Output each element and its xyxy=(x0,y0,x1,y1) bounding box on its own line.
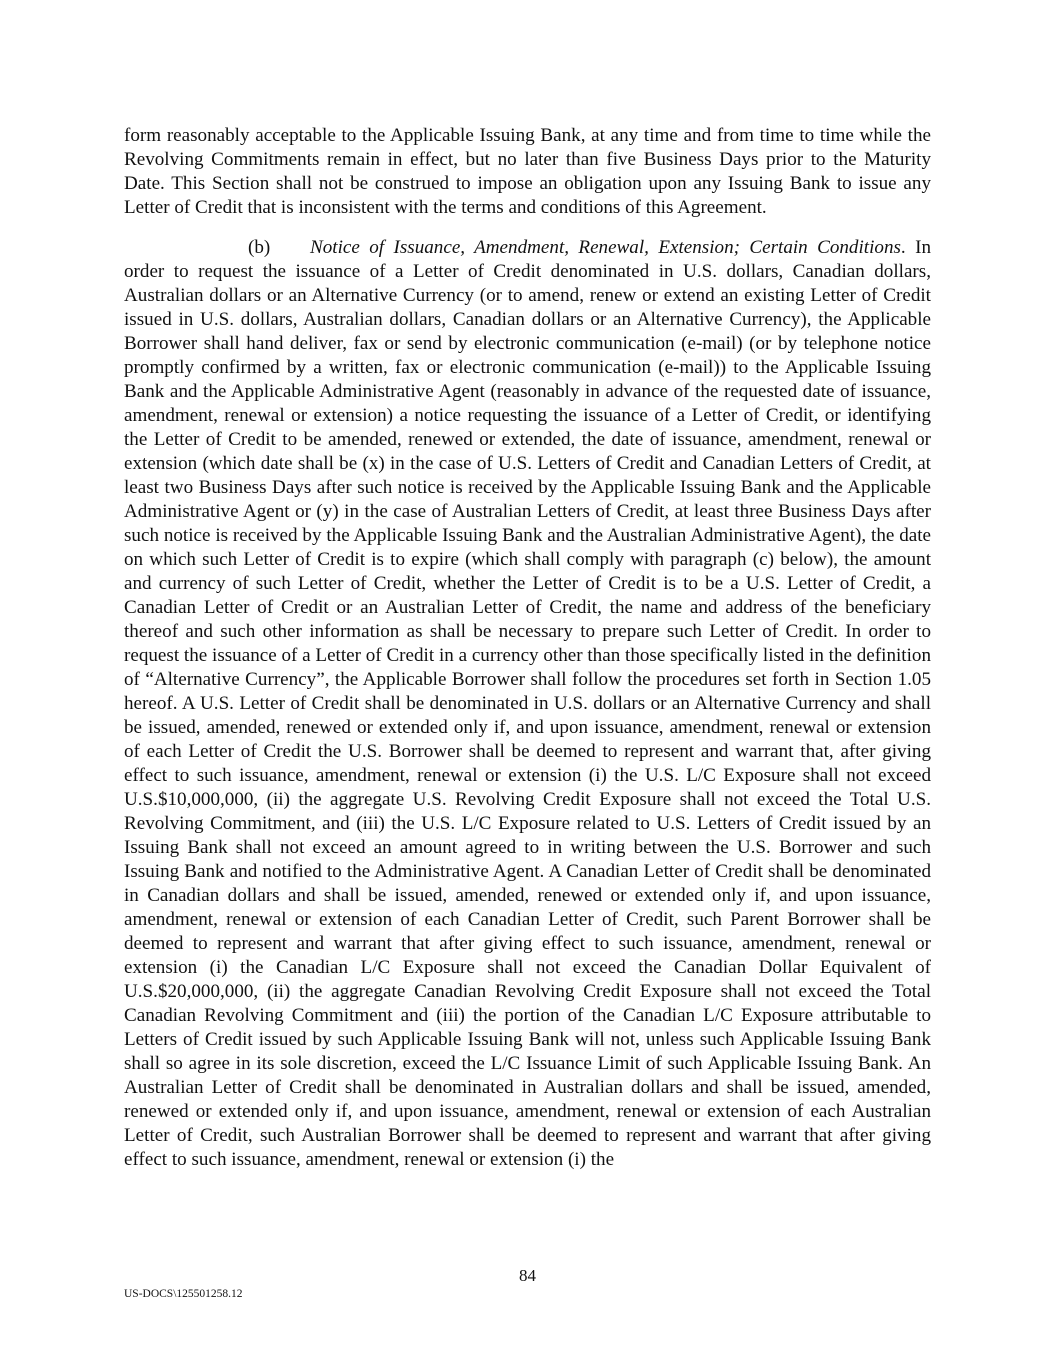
page-number: 84 xyxy=(519,1266,536,1285)
paragraph-label: (b) xyxy=(248,237,271,258)
document-body xyxy=(124,124,931,1172)
paragraph-body: In order to request the issuance of a Letter of Credit denominated in U.S. dollars, Canadian dollars, Australian dollars or an Alternative Currency (or to amend, renew or extend an existing Letter of Credit issued in U.S. dollars, Australian dollars, Canadian dollars or an Alternative Currency), the Applicable Borrower shall hand deliver, fax or send by electronic communication (e-mail) (or by telephone notice promptly confirmed by a written, fax or electronic communication (e-mail)) to the Applicable Issuing Bank and the Applicable Administrative Agent (reasonably in advance of the requested date of issuance, amendment, renewal or extension) a notice requesting the issuance of a Letter of Credit, or identifying the Letter of Credit to be amended, renewed or extended, the date of issuance, amendment, renewal or extension (which date shall be (x) in the case of U.S. Letters of Credit and Canadian Letters of Credit, at least two Business Days after such notice is received by the Applicable Issuing Bank and the Applicable Administrative Agent or (y) in the case of Australian Letters of Credit, at least three Business Days after such notice is received by the Applicable Issuing Bank and the Australian Administrative Agent), the date on which such Letter of Credit is to expire (which shall comply with paragraph (c) below), the amount and currency of such Letter of Credit, whether the Letter of Credit is to be a U.S. Letter of Credit, a Canadian Letter of Credit or an Australian Letter of Credit, the name and address of the beneficiary thereof and such other information as shall be necessary to prepare such Letter of Credit. In order to request the issuance of a Letter of Credit in a currency other than those specifically listed in the definition of “Alternative Currency”, the Applicable Borrower shall follow the procedures set forth in Section 1.05 hereof. A U.S. Letter of Credit shall be denominated in U.S. dollars or an Alternative Currency and shall be issued, amended, renewed or extended only if, and upon issuance, amendment, renewal or extension of each Letter of Credit the U.S. Borrower shall be deemed to represent and warrant that, after giving effect to such issuance, amendment, renewal or extension (i) the U.S. L/C Exposure shall not exceed U.S.$10,000,000, (ii) the aggregate U.S. Revolving Credit Exposure shall not exceed the Total U.S. Revolving Commitment, and (iii) the U.S. L/C Exposure related to U.S. Letters of Credit issued by an Issuing Bank shall not exceed an amount agreed to in writing between the U.S. Borrower and such Issuing Bank and notified to the Administrative Agent. A Canadian Letter of Credit shall be denominated in Canadian dollars and shall be issued, amended, renewed or extended only if, and upon issuance, amendment, renewal or extension of each Canadian Letter of Credit, such Parent Borrower shall be deemed to represent and warrant that after giving effect to such issuance, amendment, renewal or extension (i) the Canadian L/C Exposure shall not exceed the Canadian Dollar Equivalent of U.S.$20,000,000, (ii) the aggregate Canadian Revolving Credit Exposure shall not exceed the Total Canadian Revolving Commitment and (iii) the portion of the Canadian L/C Exposure attributable to Letters of Credit issued by such Applicable Issuing Bank will not, unless such Applicable Issuing Bank shall so agree in its sole discretion, exceed the L/C Issuance Limit of such Applicable Issuing Bank. An Australian Letter of Credit shall be denominated in Australian dollars and shall be issued, amended, renewed or extended only if, and upon issuance, amendment, renewal or extension of each Australian Letter of Credit, such Australian Borrower shall be deemed to represent and warrant that after giving effect to such issuance, amendment, renewal or extension (i) the xyxy=(124,237,931,1170)
paragraph-continuation: form reasonably acceptable to the Applicable Issuing Bank, at any time and from time to time while the Revolving Commitments remain in effect, but no later than five Business Days prior to the Maturity Date. This Section shall not be construed to impose an obligation upon any Issuing Bank to issue any Letter of Credit that is inconsistent with the terms and conditions of this Agreement. xyxy=(124,125,931,218)
paragraph-heading: Notice of Issuance, Amendment, Renewal, Extension; Certain Conditions xyxy=(310,237,901,258)
paragraph-b: (b) Notice of Issuance, Amendment, Renewal, Extension; Certain Conditions. In order to request the issuance of a Letter of Credit denominated in U.S. dollars, Canadian dollars, Australian dollars or an Alternative Currency (or to amend, renew or extend an existing Letter of Credit issued in U.S. dollars, Australian dollars, Canadian dollars or an Alternative Currency), the Applicable Borrower shall hand deliver, fax or send by electronic communication (e-mail) (or by telephone notice promptly confirmed by a written, fax or electronic communication (e-mail)) to the Applicable Issuing Bank and the Applicable Administrative Agent (reasonably in advance of the requested date of issuance, amendment, renewal or extension) a notice requesting the issuance of a Letter of Credit, or identifying the Letter of Credit to be amended, renewed or extended, the date of issuance, amendment, renewal or extension (which date shall be (x) in the case of U.S. Letters of Credit and Canadian Letters of Credit, at least two Business Days after such notice is received by the Applicable Issuing Bank and the Applicable Administrative Agent or (y) in the case of Australian Letters of Credit, at least three Business Days after such notice is received by the Applicable Issuing Bank and the Australian Administrative Agent), the date on which such Letter of Credit is to expire (which shall comply with paragraph (c) below), the amount and currency of such Letter of Credit, whether the Letter of Credit is to be a U.S. Letter of Credit, a Canadian Letter of Credit or an Australian Letter of Credit, the name and address of the beneficiary thereof and such other information as shall be necessary to prepare such Letter of Credit. In order to request the issuance of a Letter of Credit in a currency other than those specifically listed in the definition of “Alternative Currency”, the Applicable Borrower shall follow the procedures set forth in Section 1.05 hereof. A U.S. Letter of Credit shall be denominated in U.S. dollars or an Alternative Currency and shall be issued, amended, renewed or extended only if, and upon issuance, amendment, renewal or extension of each Letter of Credit the U.S. Borrower shall be deemed to represent and warrant that, after giving effect to such issuance, amendment, renewal or extension (i) the U.S. L/C Exposure shall not exceed U.S.$10,000,000, (ii) the aggregate U.S. Revolving Credit Exposure shall not exceed the Total U.S. Revolving Commitment, and (iii) the U.S. L/C Exposure related to U.S. Letters of Credit issued by an Issuing Bank shall not exceed an amount agreed to in writing between the U.S. Borrower and such Issuing Bank and notified to the Administrative Agent. A Canadian Letter of Credit shall be denominated in Canadian dollars and shall be issued, amended, renewed or extended only if, and upon issuance, amendment, renewal or extension of each Canadian Letter of Credit, such Parent Borrower shall be deemed to represent and warrant that after giving effect to such issuance, amendment, renewal or extension (i) the Canadian L/C Exposure shall not exceed the Canadian Dollar Equivalent of U.S.$20,000,000, (ii) the aggregate Canadian Revolving Credit Exposure shall not exceed the Total Canadian Revolving Commitment and (iii) the portion of the Canadian L/C Exposure attributable to Letters of Credit issued by such Applicable Issuing Bank will not, unless such Applicable Issuing Bank shall so agree in its sole discretion, exceed the L/C Issuance Limit of such Applicable Issuing Bank. An Australian Letter of Credit shall be denominated in Australian dollars and shall be issued, amended, renewed or extended only if, and upon issuance, amendment, renewal or extension of each Australian Letter of Credit, such Australian Borrower shall be deemed to represent and warrant that after giving effect to such issuance, amendment, renewal or extension (i) the xyxy=(124,237,931,1170)
document-id: US-DOCS\125501258.12 xyxy=(124,1288,243,1300)
